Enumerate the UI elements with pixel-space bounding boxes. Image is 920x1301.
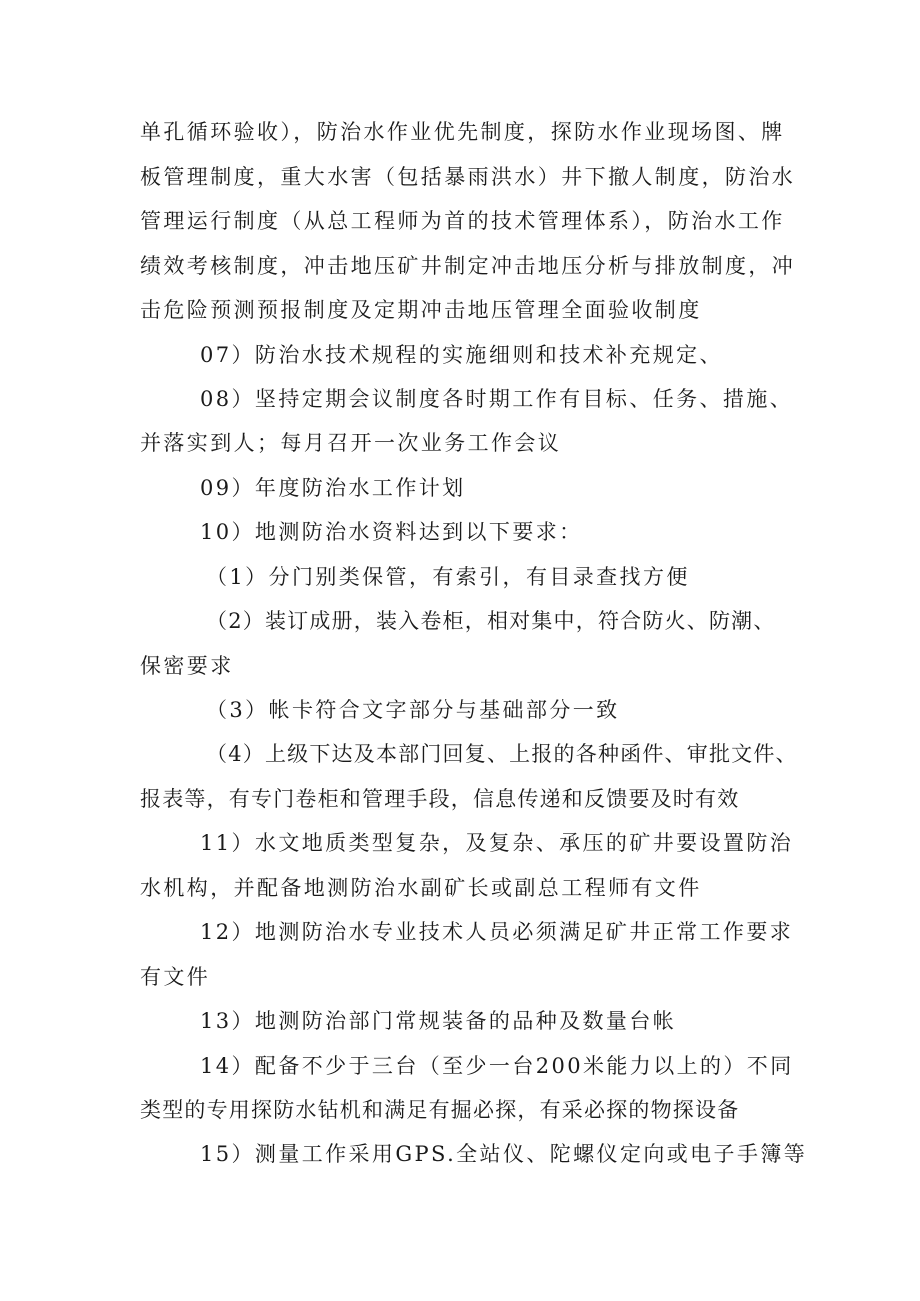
text-line: 10）地测防治水资料达到以下要求： [200,520,583,544]
text-line: 保密要求 [140,654,234,678]
text-line: 12）地测防治水专业技术人员必须满足矿井正常工作要求 [200,920,794,944]
text-line: 类型的专用探防水钻机和满足有掘必探，有采必探的物探设备 [140,1098,740,1122]
text-line: （1）分门别类保管，有索引，有目录查找方便 [206,565,690,589]
text-line: 报表等，有专门卷柜和管理手段，信息传递和反馈要及时有效 [140,787,740,811]
text-line: 绩效考核制度，冲击地压矿井制定冲击地压分析与排放制度，冲 [140,254,796,278]
text-line: （3）帐卡符合文字部分与基础部分一致 [206,698,620,722]
text-line: 11）水文地质类型复杂，及复杂、承压的矿井要设置防治 [200,831,794,855]
text-line: 管理运行制度（从总工程师为首的技术管理体系），防治水工作 [140,209,785,233]
text-line: 击危险预测预报制度及定期冲击地压管理全面验收制度 [140,298,702,322]
text-line: 14）配备不少于三台（至少一台200米能力以上的）不同 [200,1054,794,1078]
text-line: 单孔循环验收），防治水作业优先制度，探防水作业现场图、牌 [140,120,785,144]
text-line: 板管理制度，重大水害（包括暴雨洪水）井下撤人制度，防治水 [140,165,796,189]
text-line: 09）年度防治水工作计划 [200,476,466,500]
text-line: 有文件 [140,965,211,989]
text-line: （2）装订成册，装入卷柜，相对集中，符合防火、防潮、 [206,609,776,633]
text-line: 07）防治水技术规程的实施细则和技术补充规定、 [200,343,723,367]
text-line: 13）地测防治部门常规装备的品种及数量台帐 [200,1009,677,1033]
text-line: 08）坚持定期会议制度各时期工作有目标、任务、措施、 [200,387,794,411]
text-line: （4）上级下达及本部门回复、上报的各种函件、审批文件、 [206,742,798,766]
text-line: 15）测量工作采用GPS.全站仪、陀螺仪定向或电子手簿等 [200,1142,808,1166]
text-line: 水机构，并配备地测防治水副矿长或副总工程师有文件 [140,876,702,900]
text-line: 并落实到人；每月召开一次业务工作会议 [140,431,562,455]
